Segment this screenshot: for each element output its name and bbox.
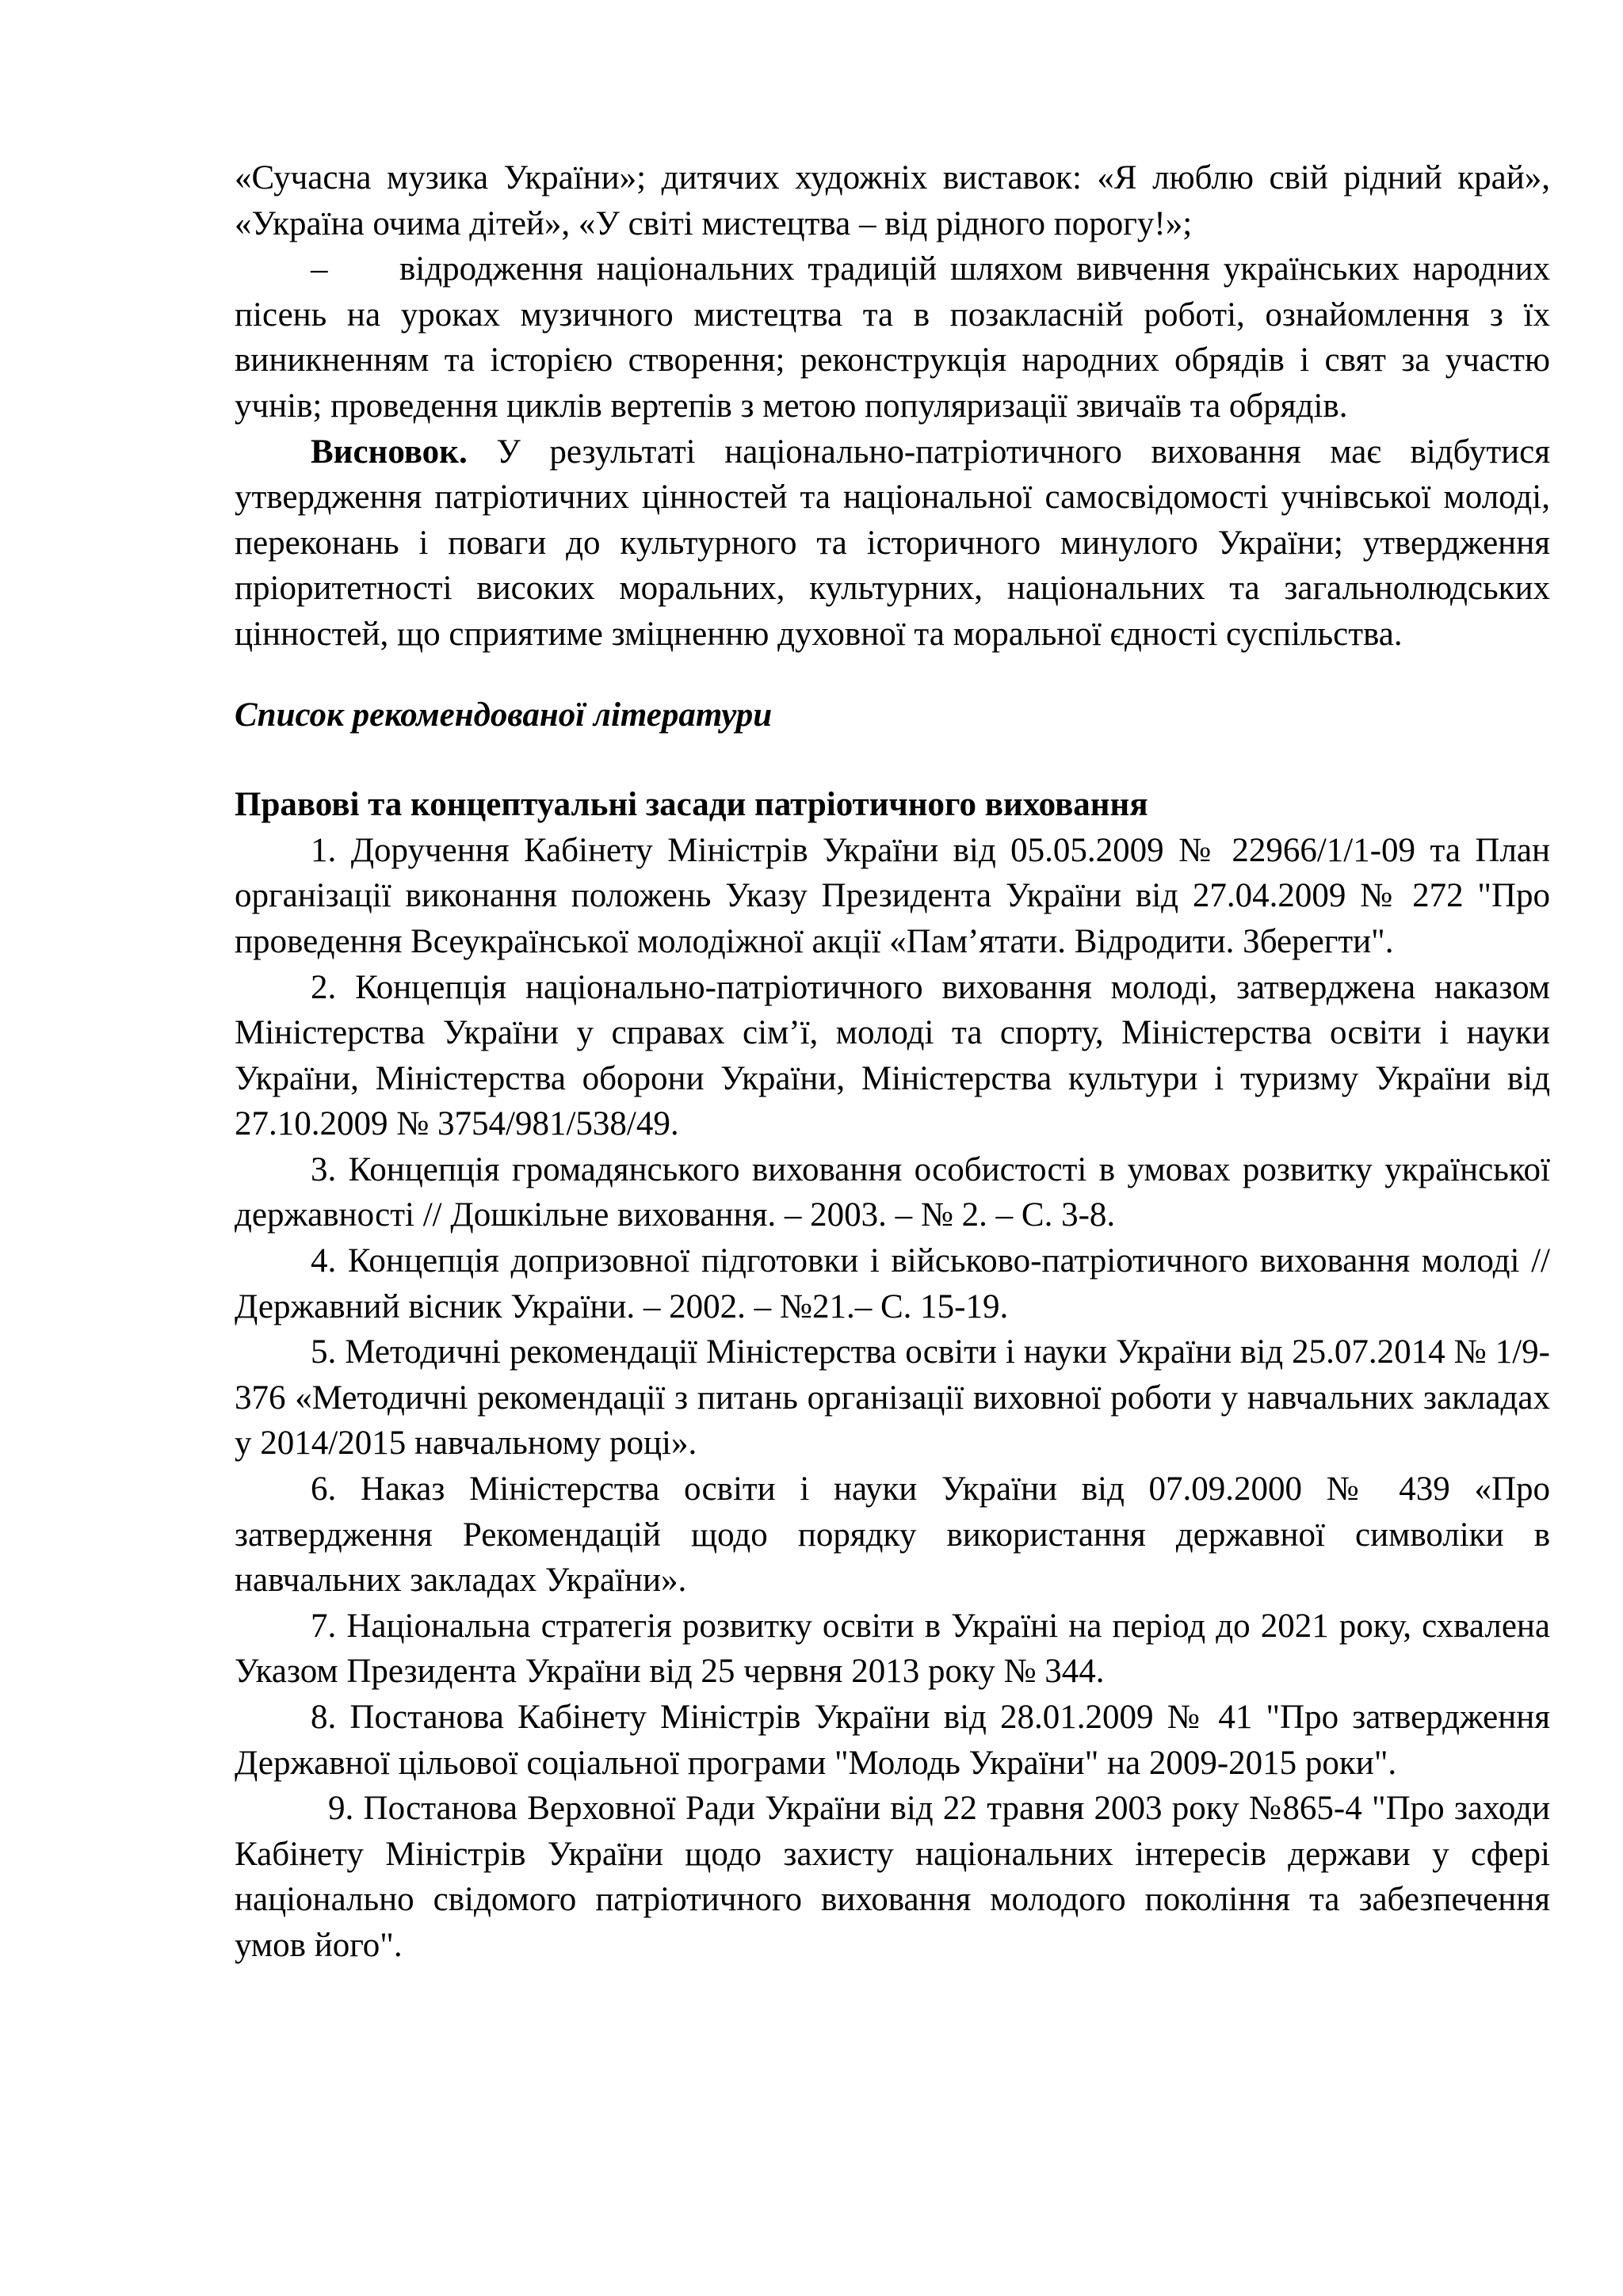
dash-list-item bbox=[235, 246, 1550, 429]
conclusion-label: Висновок. bbox=[311, 433, 468, 471]
reference-item-2: 2. Концепція національно-патріотичного виховання молоді, затверджена наказом Міністерства України у справах сім’ї, молоді та спорту, Міністерства освіти і науки України, Міністерства оборони України, Міністерства культури і туризму України від 27.10.2009 № 3754/981/538/49. bbox=[235, 968, 1550, 1143]
reference-item-6: 6. Наказ Міністерства освіти і науки України від 07.09.2000 № 439 «Про затвердження Рекомендацій щодо порядку використання державної символіки в навчальних закладах України». bbox=[235, 1470, 1550, 1600]
section-heading: Правові та концептуальні засади патріотичного виховання bbox=[235, 786, 1148, 824]
reference-item-8: 8. Постанова Кабінету Міністрів України від 28.01.2009 № 41 "Про затвердження Державної цільової соціальної програми "Молодь України" на 2009-2015 роки". bbox=[235, 1699, 1550, 1782]
reference-item-9: 9. Постанова Верховної Ради України від 22 травня 2003 року №865-4 "Про заходи Кабінету Міністрів України щодо захисту національних інтересів держави у сфері національно свідомого патріотичного виховання молодого покоління та забезпечення умов його". bbox=[235, 1790, 1550, 1964]
dash-marker: – bbox=[311, 250, 328, 288]
conclusion-paragraph bbox=[235, 429, 1550, 658]
literature-heading: Список рекомендованої літератури bbox=[235, 696, 773, 734]
reference-item-1: 1. Доручення Кабінету Міністрів України від 05.05.2009 № 22966/1/1-09 та План організації виконання положень Указу Президента України від 27.04.2009 № 272 "Про проведення Всеукраїнської молодіжної акції «Пам’ятати. Відродити. Зберегти". bbox=[235, 831, 1550, 960]
reference-item-5: 5. Методичні рекомендації Міністерства освіти і науки України від 25.07.2014 № 1/9-376 «Методичні рекомендації з питань організації виховної роботи у навчальних закладах у 2014/2015 навчальному році». bbox=[235, 1333, 1550, 1463]
document-page bbox=[235, 155, 1550, 1969]
reference-item-3: 3. Концепція громадянського виховання особистості в умовах розвитку української державності // Дошкільне виховання. – 2003. – № 2. – С. 3-8. bbox=[235, 1150, 1550, 1234]
reference-item-7: 7. Національна стратегія розвитку освіти в Україні на період до 2021 року, схвалена Указом Президента України від 25 червня 2013 року № 344. bbox=[235, 1607, 1550, 1691]
intro-paragraph: «Сучасна музика України»; дитячих художніх виставок: «Я люблю свій рідний край», «Україна очима дітей», «У світі мистецтва – від рідного порогу!»; bbox=[235, 159, 1550, 242]
conclusion-text: У результаті національно-патріотичного виховання має відбутися утвердження патріотичних цінностей та національної самосвідомості учнівської молоді, переконань і поваги до культурного та історичного минулого України; утвердження пріоритетності високих моральних, культурних, національних та загальнолюдських цінностей, що сприятиме зміцненню духовної та моральної єдності суспільства. bbox=[235, 433, 1550, 653]
reference-item-4: 4. Концепція допризовної підготовки і військово-патріотичного виховання молоді // Державний вісник України. – 2002. – №21.– С. 15-19. bbox=[235, 1242, 1550, 1325]
dash-item-text: відродження національних традицій шляхом вивчення українських народних пісень на уроках музичного мистецтва та в позакласній роботі, ознайомлення з їх виникненням та історією створення; реконструкція народних обрядів і свят за участю учнів; проведення циклів вертепів з метою популяризації звичаїв та обрядів. bbox=[235, 250, 1550, 425]
